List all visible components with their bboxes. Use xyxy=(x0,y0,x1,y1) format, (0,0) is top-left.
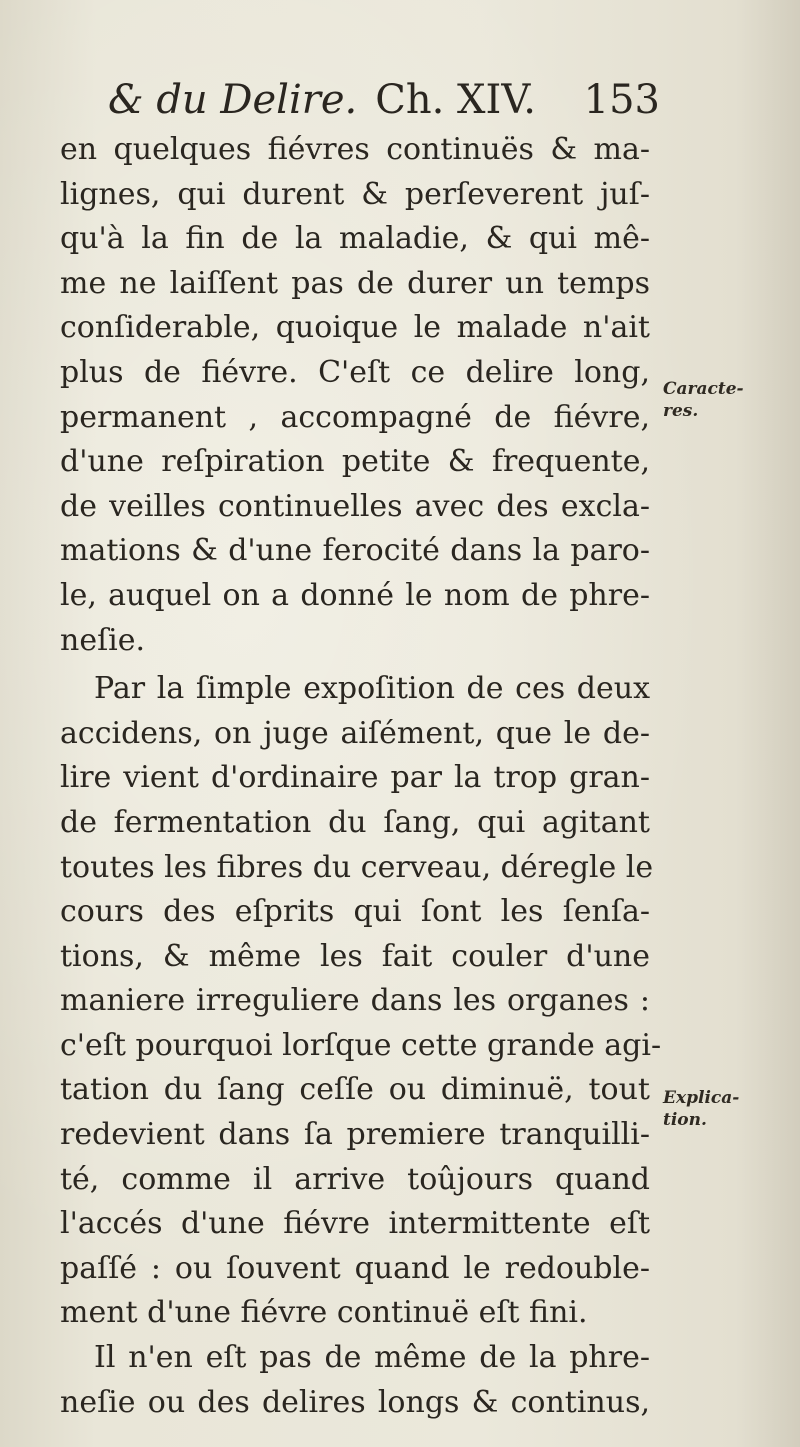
page-number: 153 xyxy=(583,77,660,123)
paragraph-start-line: Par la ſimple expoſition de ces deux xyxy=(94,671,650,707)
running-head-title: & du Delire. xyxy=(108,77,358,123)
text-line: plus de fiévre. C'eſt ce delire long, xyxy=(60,354,650,390)
text-line: té, comme il arrive toûjours quand xyxy=(60,1161,650,1197)
margin-note-caracteres xyxy=(663,378,744,422)
margin-note-line: res. xyxy=(663,401,699,421)
text-line: toutes les fibres du cerveau, déregle le xyxy=(60,849,654,885)
text-line: de veilles continuelles avec des excla- xyxy=(60,488,650,524)
margin-note-line: Explica- xyxy=(663,1088,740,1108)
text-line: paſſé : ou ſouvent quand le redouble- xyxy=(60,1250,650,1286)
text-line: neſie ou des delires longs & continus, xyxy=(60,1384,650,1420)
text-line: mations & d'une ferocité dans la paro- xyxy=(60,533,650,569)
text-line: tation du ſang ceſſe ou diminuë, tout xyxy=(60,1072,650,1108)
text-line: me ne laiſſent pas de durer un temps xyxy=(60,265,650,301)
text-line: neſie. xyxy=(60,622,146,658)
text-line: l'accés d'une fiévre intermittente eſt xyxy=(60,1206,650,1242)
text-line: ment d'une fiévre continuë eſt fini. xyxy=(60,1295,588,1331)
text-line: lire vient d'ordinaire par la trop gran- xyxy=(60,760,650,796)
text-line: permanent , accompagné de fiévre, xyxy=(60,399,650,435)
text-line: lignes, qui durent & perſeverent juſ- xyxy=(60,176,650,212)
text-line: c'eſt pourquoi lorſque cette grande agi- xyxy=(60,1027,662,1063)
text-line: d'une reſpiration petite & frequente, xyxy=(60,444,650,480)
margin-note-line: Caracte- xyxy=(663,379,744,399)
paragraph-start-line: Il n'en eſt pas de même de la phre- xyxy=(94,1340,650,1376)
text-line: de fermentation du ſang, qui agitant xyxy=(60,804,650,840)
text-line: en quelques fiévres continuës & ma- xyxy=(60,132,650,167)
text-line: accidens, on juge aiſément, que le de- xyxy=(60,715,650,751)
text-line: qu'à la fin de la maladie, & qui mê- xyxy=(60,221,650,257)
running-head xyxy=(108,70,668,130)
text-line: maniere irreguliere dans les organes : xyxy=(60,983,650,1019)
chapter-number: Ch. XIV. xyxy=(375,77,536,123)
text-line: conſiderable, quoique le malade n'ait xyxy=(60,310,650,346)
text-line: le, auquel on a donné le nom de phre- xyxy=(60,577,650,613)
text-line: redevient dans ſa premiere tranquilli- xyxy=(60,1117,650,1153)
text-line: tions, & même les fait couler d'une xyxy=(60,938,650,974)
body-text xyxy=(60,128,662,1425)
margin-note-line: tion. xyxy=(663,1110,707,1130)
margin-note-explication xyxy=(663,1087,739,1131)
text-line: cours des eſprits qui ſont les ſenſa- xyxy=(60,894,650,930)
